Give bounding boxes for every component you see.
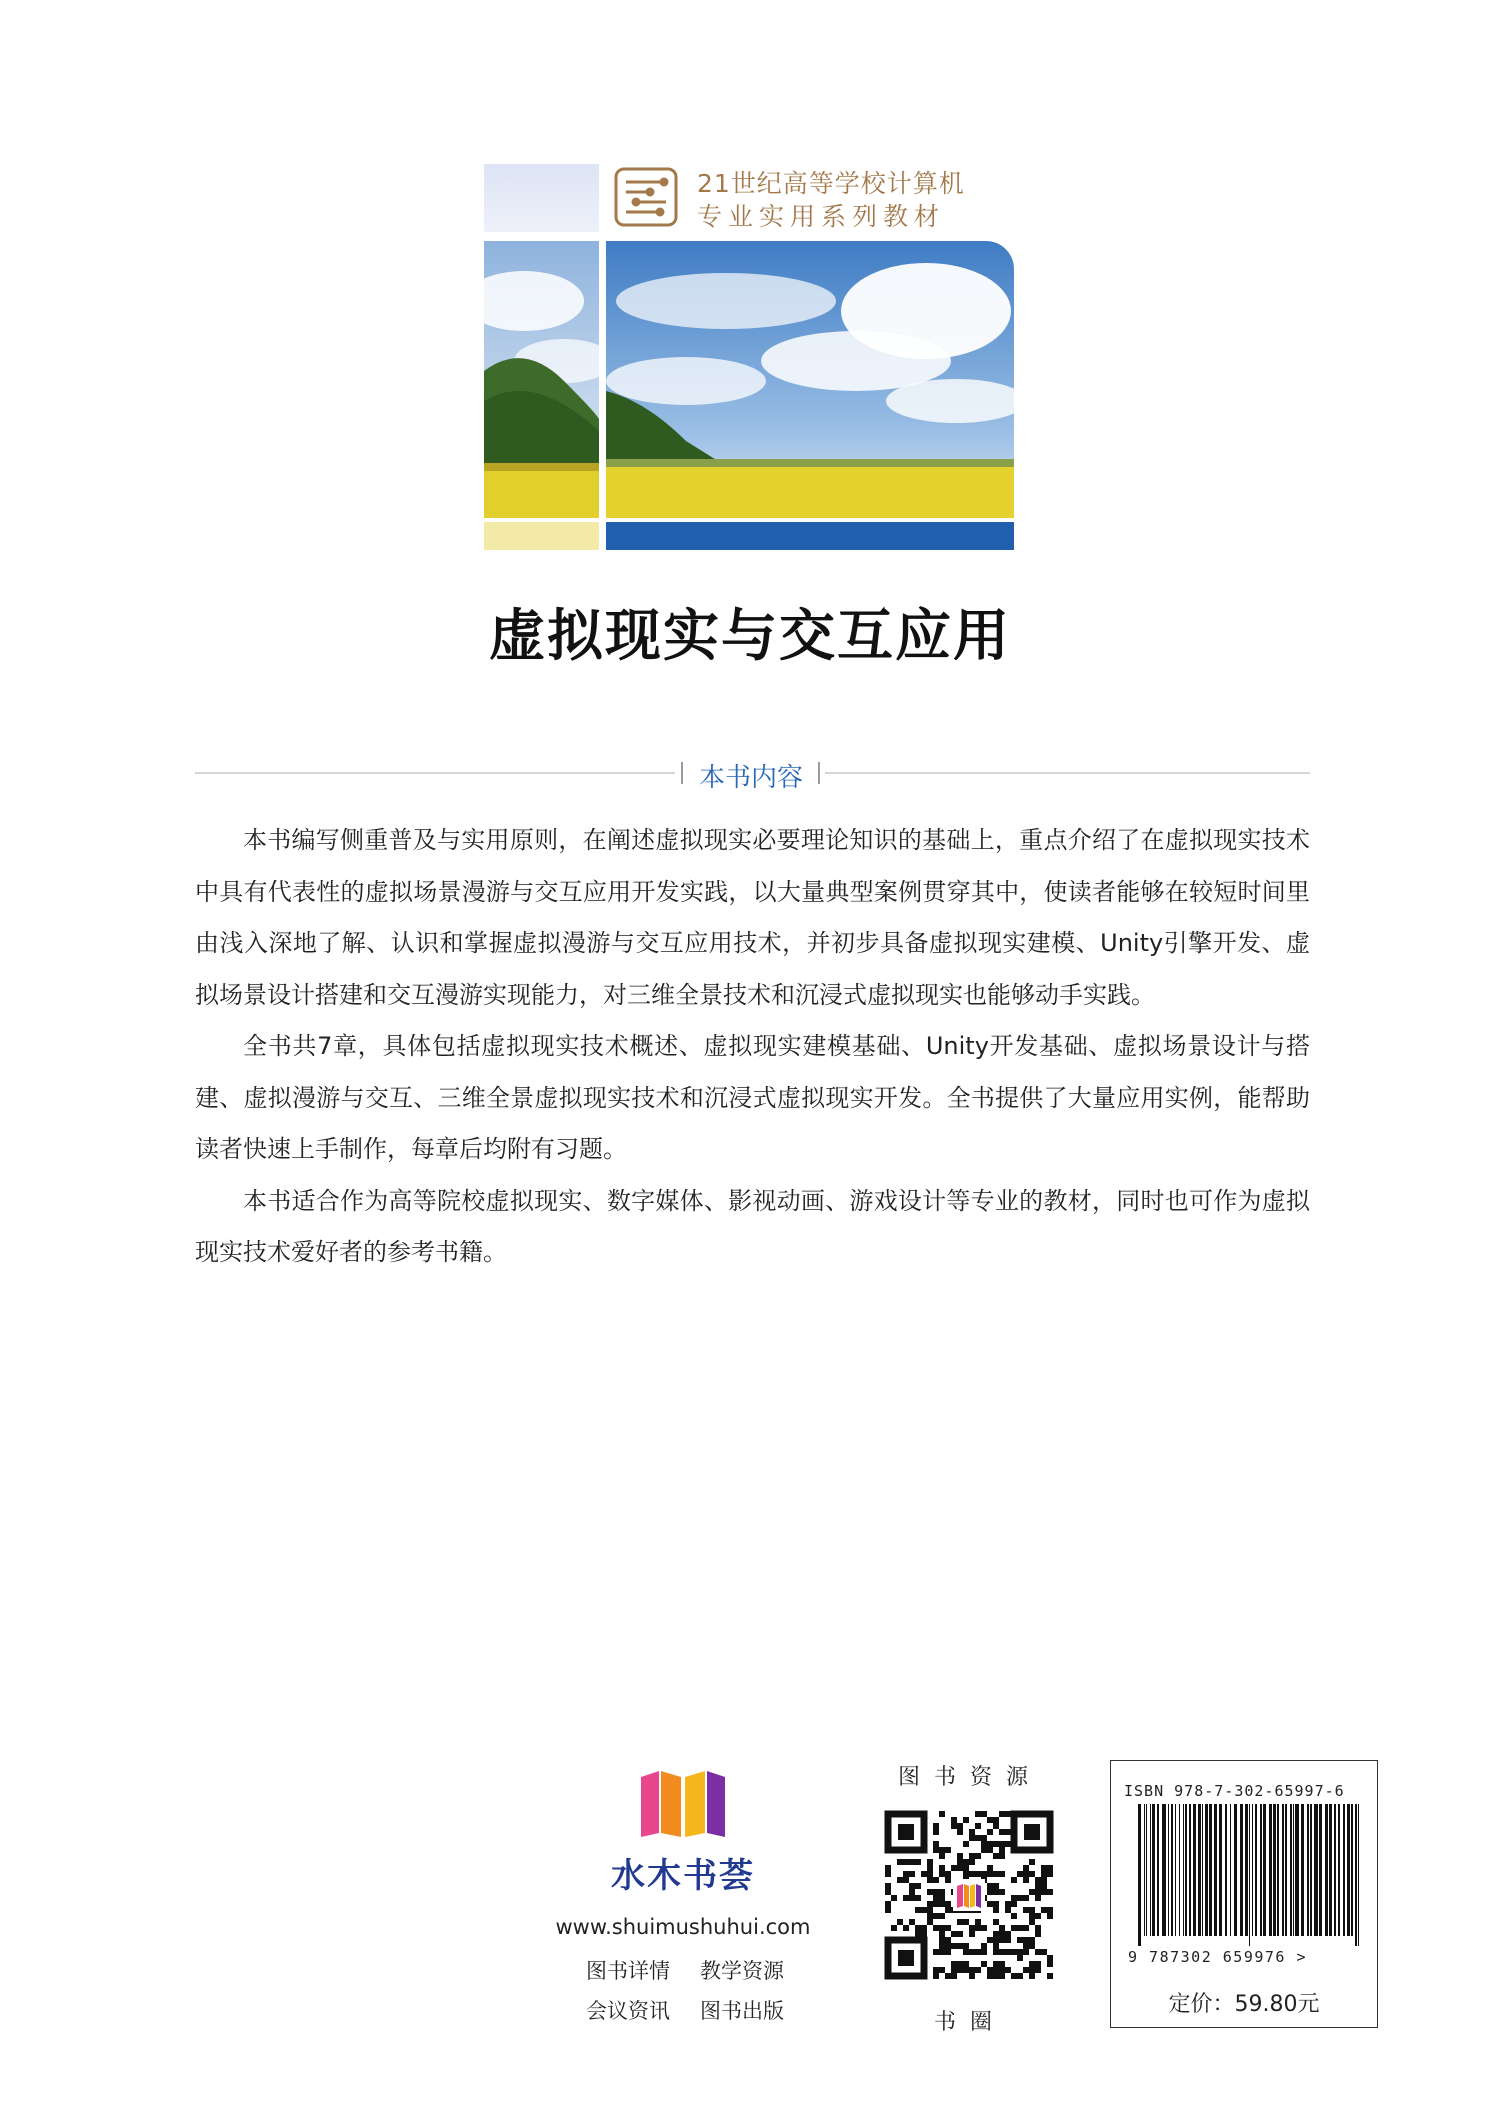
isbn-barcode bbox=[1128, 1800, 1368, 1966]
heading-tick-left bbox=[681, 762, 683, 784]
book-description bbox=[195, 815, 1310, 1279]
publisher-link-book-details: 图书详情 bbox=[586, 1959, 670, 1983]
cover-strip-yellow bbox=[484, 522, 599, 550]
description-paragraph: 本书编写侧重普及与实用原则，在阐述虚拟现实必要理论知识的基础上，重点介绍了在虚拟现实技术中具有代表性的虚拟场景漫游与交互应用开发实践，以大量典型案例贯穿其中，使读者能够在较短时间里由浅入深地了解、认识和掌握虚拟漫游与交互应用技术，并初步具备虚拟现实建模、Unity引擎开发、虚拟场景设计搭建和交互漫游实现能力，对三维全景技术和沉浸式虚拟现实也能够动手实践。 bbox=[195, 826, 1310, 1009]
price: 定价：59.80元 bbox=[1168, 1992, 1320, 2017]
isbn-number: ISBN 978-7-302-65997-6 bbox=[1124, 1782, 1345, 1800]
cover-image-landscape-large bbox=[606, 241, 1014, 518]
series-title-line-2: 专业实用系列教材 bbox=[697, 202, 946, 231]
description-paragraph: 本书适合作为高等院校虚拟现实、数字媒体、影视动画、游戏设计等专业的教材，同时也可作为虚拟现实技术爱好者的参考书籍。 bbox=[195, 1186, 1310, 1266]
heading-tick-right bbox=[818, 762, 820, 784]
qr-label-book-circle: 书圈 bbox=[933, 2010, 1006, 2035]
heading-divider-left bbox=[195, 772, 675, 774]
publisher-name: 水木书荟 bbox=[611, 1856, 755, 1896]
qr-label-book-resources: 图书资源 bbox=[897, 1765, 1042, 1790]
barcode-digits: 9 787302 659976 > bbox=[1128, 1948, 1308, 1966]
cover-image-landscape-small bbox=[484, 241, 599, 518]
description-paragraph: 全书共7章，具体包括虚拟现实技术概述、虚拟现实建模基础、Unity开发基础、虚拟场景设计与搭建、虚拟漫游与交互、三维全景虚拟现实技术和沉浸式虚拟现实开发。全书提供了大量应用实例，能帮助读者快速上手制作，每章后均附有习题。 bbox=[195, 1032, 1310, 1163]
series-title-line-1: 21世纪高等学校计算机 bbox=[697, 169, 965, 198]
publisher-link-conference-news: 会议资讯 bbox=[586, 1999, 670, 2023]
open-book-logo-icon bbox=[637, 1767, 729, 1839]
book-title: 虚拟现实与交互应用 bbox=[489, 604, 1011, 669]
circuit-lines-icon bbox=[614, 167, 678, 227]
section-heading: 本书内容 bbox=[698, 763, 803, 793]
publisher-link-book-publishing: 图书出版 bbox=[700, 1999, 784, 2023]
cover-image-sky-tile bbox=[484, 164, 599, 232]
publisher-url: www.shuimushuhui.com bbox=[555, 1915, 811, 1939]
qr-center-logo-icon bbox=[957, 1884, 981, 1908]
cover-strip-blue bbox=[606, 522, 1014, 550]
heading-divider-right bbox=[825, 772, 1310, 774]
qr-code bbox=[884, 1810, 1054, 1980]
publisher-link-teaching-resources: 教学资源 bbox=[700, 1959, 784, 1983]
